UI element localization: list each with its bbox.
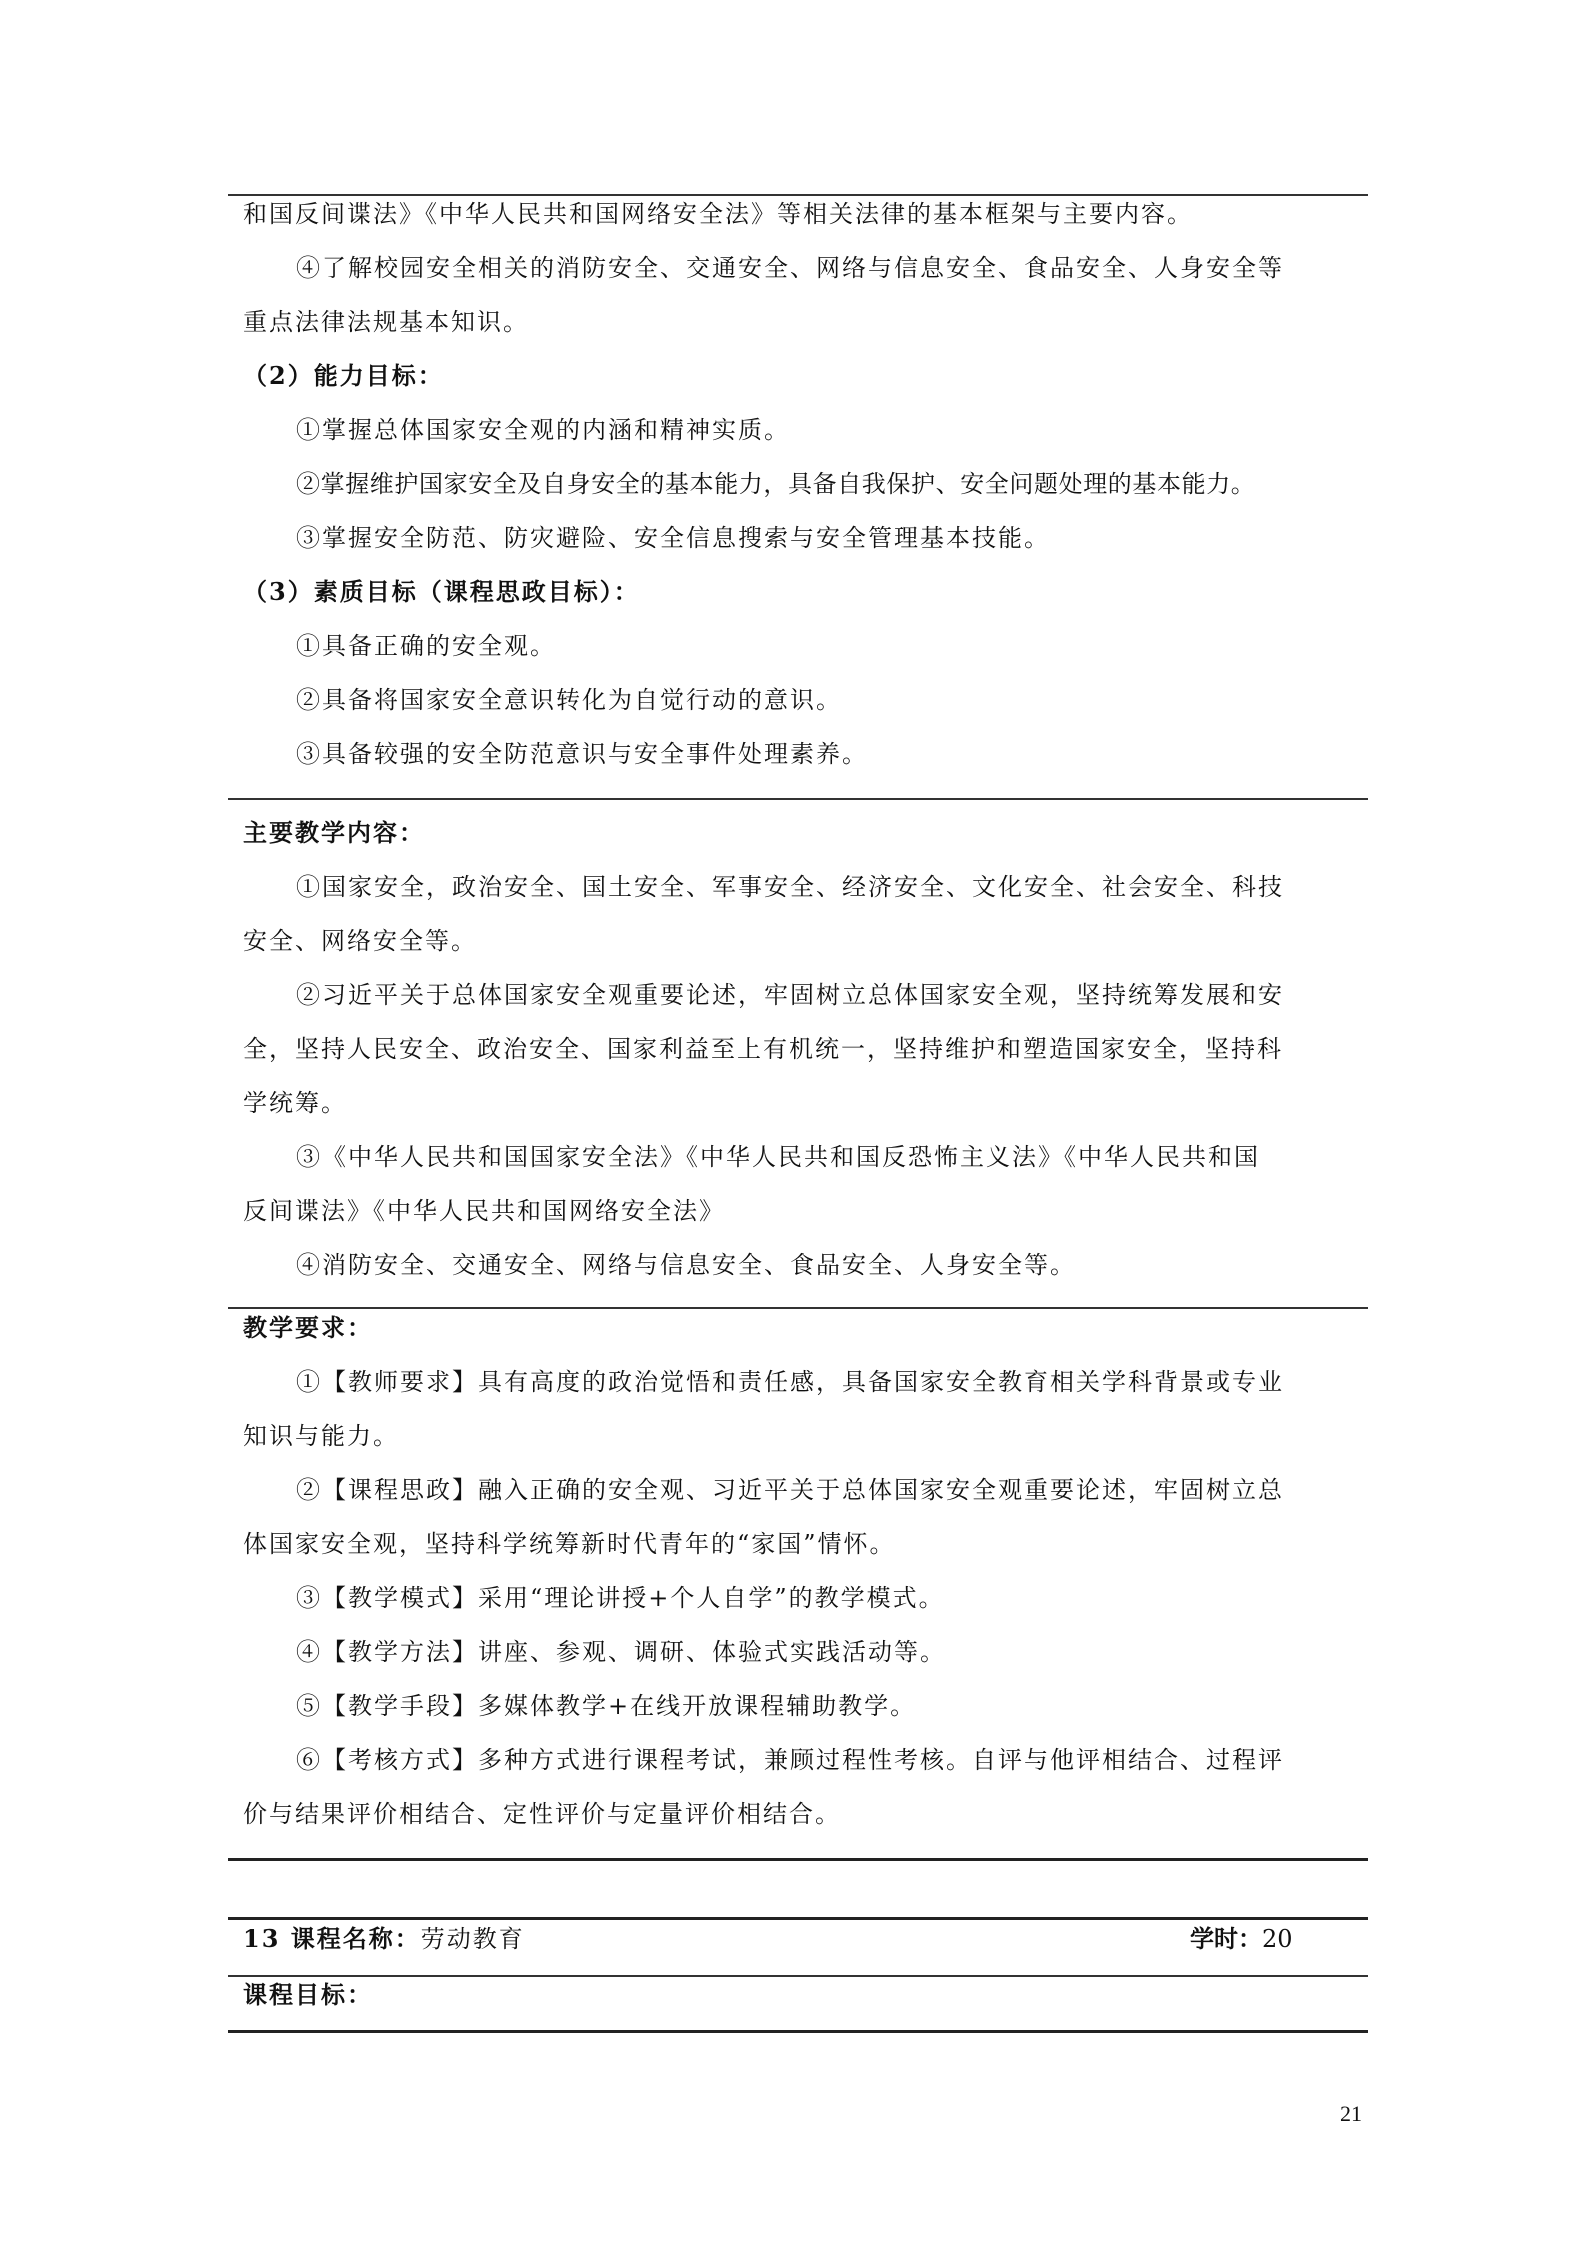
content-item-3-line2: 反间谍法》《中华人民共和国网络安全法》	[243, 1197, 725, 1225]
quality-heading: （3）素质目标（课程思政目标）：	[243, 577, 640, 606]
requirements-heading: 教学要求：	[243, 1313, 373, 1342]
requirement-item-1-line2: 知识与能力。	[243, 1422, 399, 1450]
course13-name-value: 劳动教育	[420, 1925, 525, 1953]
quality-item-1: ①具备正确的安全观。	[296, 632, 556, 660]
table-top-border	[228, 194, 1368, 196]
section-divider	[228, 1307, 1368, 1309]
ability-item-3: ③掌握安全防范、防灾避险、安全信息搜索与安全管理基本技能。	[296, 524, 1050, 552]
content-item-1-line2: 安全、网络安全等。	[243, 927, 477, 955]
course13-name-row	[243, 1924, 1353, 1954]
course13-hours-label: 学时：	[1190, 1924, 1262, 1953]
quality-item-2: ②具备将国家安全意识转化为自觉行动的意识。	[296, 686, 842, 714]
content-item-2-line1: ②习近平关于总体国家安全观重要论述，牢固树立总体国家安全观，坚持统筹发展和安	[296, 981, 1284, 1009]
goals-tail-line: 和国反间谍法》《中华人民共和国网络安全法》等相关法律的基本框架与主要内容。	[243, 200, 1193, 228]
course13-hours	[1190, 1924, 1293, 1954]
content-heading: 主要教学内容：	[243, 818, 425, 847]
quality-item-3: ③具备较强的安全防范意识与安全事件处理素养。	[296, 740, 868, 768]
goal-item-4-line1: ④了解校园安全相关的消防安全、交通安全、网络与信息安全、食品安全、人身安全等	[296, 254, 1284, 282]
course13-hours-value: 20	[1262, 1925, 1293, 1953]
ability-heading: （2）能力目标：	[243, 361, 444, 390]
content-item-1-line1: ①国家安全，政治安全、国土安全、军事安全、经济安全、文化安全、社会安全、科技	[296, 873, 1284, 901]
requirement-item-5: ⑤【教学手段】多媒体教学+在线开放课程辅助教学。	[296, 1692, 917, 1720]
requirement-item-4: ④【教学方法】讲座、参观、调研、体验式实践活动等。	[296, 1638, 946, 1666]
course13-row-divider	[228, 1975, 1368, 1977]
requirement-item-1-line1: ①【教师要求】具有高度的政治觉悟和责任感，具备国家安全教育相关学科背景或专业	[296, 1368, 1284, 1396]
ability-item-1: ①掌握总体国家安全观的内涵和精神实质。	[296, 416, 790, 444]
content-item-2-line3: 学统筹。	[243, 1089, 347, 1117]
course13-top-border	[228, 1917, 1368, 1920]
page-number: 21	[1340, 2101, 1362, 2126]
requirement-item-3: ③【教学模式】采用“理论讲授+个人自学”的教学模式。	[296, 1584, 945, 1612]
requirement-item-6-line2: 价与结果评价相结合、定性评价与定量评价相结合。	[243, 1800, 841, 1828]
requirement-item-2-line1: ②【课程思政】融入正确的安全观、习近平关于总体国家安全观重要论述，牢固树立总	[296, 1476, 1284, 1504]
requirement-item-6-line1: ⑥【考核方式】多种方式进行课程考试，兼顾过程性考核。自评与他评相结合、过程评	[296, 1746, 1284, 1774]
requirement-item-2-line2: 体国家安全观，坚持科学统筹新时代青年的“家国”情怀。	[243, 1530, 896, 1558]
content-item-4: ④消防安全、交通安全、网络与信息安全、食品安全、人身安全等。	[296, 1251, 1076, 1279]
table-bottom-border	[228, 1858, 1368, 1861]
course13-name-label: 13 课程名称：	[243, 1924, 421, 1953]
section-divider	[228, 798, 1368, 800]
goal-item-4-line2: 重点法律法规基本知识。	[243, 308, 529, 336]
course13-goals-label: 课程目标：	[243, 1980, 373, 2009]
content-item-2-line2: 全，坚持人民安全、政治安全、国家利益至上有机统一，坚持维护和塑造国家安全，坚持科	[243, 1035, 1283, 1063]
content-item-3-line1: ③《中华人民共和国国家安全法》《中华人民共和国反恐怖主义法》《中华人民共和国	[296, 1143, 1260, 1171]
ability-item-2: ②掌握维护国家安全及自身安全的基本能力，具备自我保护、安全问题处理的基本能力。	[296, 470, 1256, 498]
course13-bottom-border	[228, 2030, 1368, 2033]
